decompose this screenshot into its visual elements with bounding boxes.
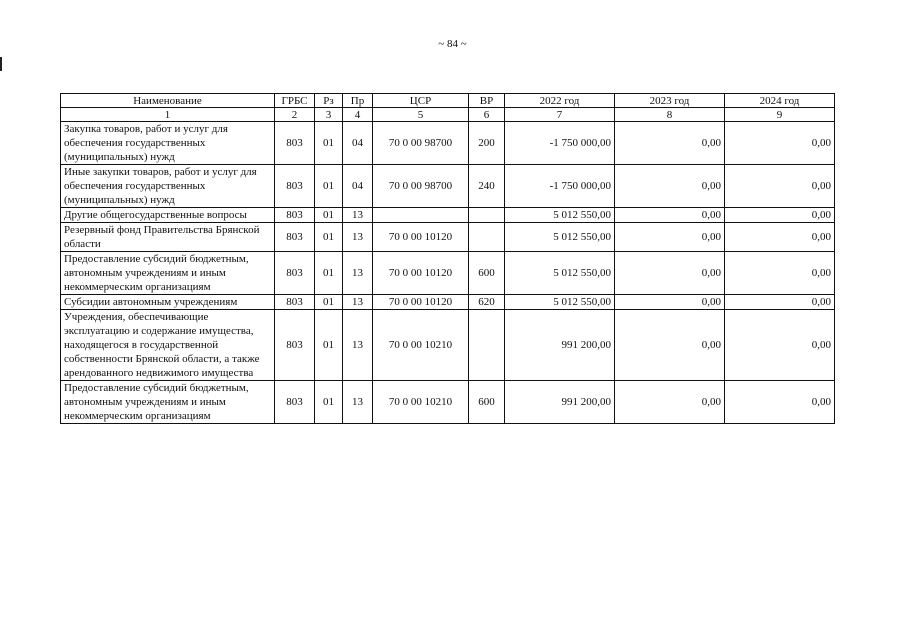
- row-amount-2023: 0,00: [615, 208, 725, 223]
- row-csr: 70 0 00 98700: [373, 165, 469, 208]
- header-2024: 2024 год: [725, 94, 835, 108]
- row-amount-2022: 5 012 550,00: [505, 223, 615, 252]
- header-2022: 2022 год: [505, 94, 615, 108]
- column-number-row: [61, 108, 835, 122]
- row-name: Учреждения, обеспечивающие эксплуатацию и содержание имущества, находящегося в государственной собственности Брянской области, а также арендованного недвижимого имущества: [61, 310, 275, 381]
- column-number: 5: [373, 108, 469, 122]
- column-number: 9: [725, 108, 835, 122]
- row-amount-2024: 0,00: [725, 165, 835, 208]
- row-rz: 01: [315, 122, 343, 165]
- row-name: Другие общегосударственные вопросы: [61, 208, 275, 223]
- row-amount-2022: -1 750 000,00: [505, 165, 615, 208]
- row-amount-2024: 0,00: [725, 122, 835, 165]
- row-pr: 13: [343, 381, 373, 424]
- row-amount-2022: 5 012 550,00: [505, 295, 615, 310]
- table-row: [61, 381, 835, 424]
- row-amount-2022: 5 012 550,00: [505, 252, 615, 295]
- row-name: Предоставление субсидий бюджетным, автономным учреждениям и иным некоммерческим организациям: [61, 252, 275, 295]
- row-pr: 04: [343, 122, 373, 165]
- row-csr: [373, 208, 469, 223]
- row-pr: 13: [343, 310, 373, 381]
- row-grbs: 803: [275, 310, 315, 381]
- row-pr: 13: [343, 223, 373, 252]
- row-grbs: 803: [275, 252, 315, 295]
- row-amount-2022: -1 750 000,00: [505, 122, 615, 165]
- row-csr: 70 0 00 10120: [373, 223, 469, 252]
- row-amount-2024: 0,00: [725, 295, 835, 310]
- row-vr: [469, 223, 505, 252]
- row-pr: 04: [343, 165, 373, 208]
- column-number: 6: [469, 108, 505, 122]
- row-name: Предоставление субсидий бюджетным, автономным учреждениям и иным некоммерческим организациям: [61, 381, 275, 424]
- column-number: 8: [615, 108, 725, 122]
- row-rz: 01: [315, 223, 343, 252]
- row-name: Резервный фонд Правительства Брянской области: [61, 223, 275, 252]
- row-amount-2023: 0,00: [615, 223, 725, 252]
- row-amount-2023: 0,00: [615, 252, 725, 295]
- row-csr: 70 0 00 10120: [373, 295, 469, 310]
- row-csr: 70 0 00 10120: [373, 252, 469, 295]
- budget-table: [60, 93, 835, 424]
- row-pr: 13: [343, 295, 373, 310]
- row-rz: 01: [315, 310, 343, 381]
- row-name: Субсидии автономным учреждениям: [61, 295, 275, 310]
- header-grbs: ГРБС: [275, 94, 315, 108]
- row-csr: 70 0 00 10210: [373, 310, 469, 381]
- row-csr: 70 0 00 10210: [373, 381, 469, 424]
- scan-edge-mark: [0, 57, 2, 71]
- column-number: 4: [343, 108, 373, 122]
- row-name: Иные закупки товаров, работ и услуг для обеспечения государственных (муниципальных) нужд: [61, 165, 275, 208]
- row-vr: [469, 310, 505, 381]
- row-amount-2022: 991 200,00: [505, 381, 615, 424]
- column-number: 7: [505, 108, 615, 122]
- column-number: 2: [275, 108, 315, 122]
- row-grbs: 803: [275, 381, 315, 424]
- row-rz: 01: [315, 165, 343, 208]
- row-amount-2023: 0,00: [615, 122, 725, 165]
- header-row: [61, 94, 835, 108]
- table-row: [61, 165, 835, 208]
- table-row: [61, 310, 835, 381]
- row-amount-2023: 0,00: [615, 310, 725, 381]
- row-amount-2023: 0,00: [615, 165, 725, 208]
- row-grbs: 803: [275, 165, 315, 208]
- row-vr: 600: [469, 252, 505, 295]
- row-pr: 13: [343, 208, 373, 223]
- header-name: Наименование: [61, 94, 275, 108]
- row-amount-2023: 0,00: [615, 381, 725, 424]
- row-pr: 13: [343, 252, 373, 295]
- header-csr: ЦСР: [373, 94, 469, 108]
- row-grbs: 803: [275, 208, 315, 223]
- column-number: 1: [61, 108, 275, 122]
- header-vr: ВР: [469, 94, 505, 108]
- row-vr: 240: [469, 165, 505, 208]
- header-2023: 2023 год: [615, 94, 725, 108]
- row-rz: 01: [315, 381, 343, 424]
- row-name: Закупка товаров, работ и услуг для обеспечения государственных (муниципальных) нужд: [61, 122, 275, 165]
- row-amount-2023: 0,00: [615, 295, 725, 310]
- row-grbs: 803: [275, 295, 315, 310]
- row-vr: 200: [469, 122, 505, 165]
- row-vr: 620: [469, 295, 505, 310]
- row-amount-2022: 991 200,00: [505, 310, 615, 381]
- table-row: [61, 208, 835, 223]
- row-amount-2024: 0,00: [725, 208, 835, 223]
- table-row: [61, 252, 835, 295]
- table-row: [61, 223, 835, 252]
- table-row: [61, 295, 835, 310]
- row-grbs: 803: [275, 223, 315, 252]
- row-amount-2024: 0,00: [725, 252, 835, 295]
- page-number: ~ 84 ~: [438, 38, 467, 50]
- row-amount-2024: 0,00: [725, 310, 835, 381]
- row-vr: 600: [469, 381, 505, 424]
- row-amount-2024: 0,00: [725, 381, 835, 424]
- table-row: [61, 122, 835, 165]
- row-vr: [469, 208, 505, 223]
- row-rz: 01: [315, 295, 343, 310]
- row-rz: 01: [315, 208, 343, 223]
- header-rz: Рз: [315, 94, 343, 108]
- header-pr: Пр: [343, 94, 373, 108]
- row-amount-2022: 5 012 550,00: [505, 208, 615, 223]
- row-amount-2024: 0,00: [725, 223, 835, 252]
- row-rz: 01: [315, 252, 343, 295]
- column-number: 3: [315, 108, 343, 122]
- row-csr: 70 0 00 98700: [373, 122, 469, 165]
- row-grbs: 803: [275, 122, 315, 165]
